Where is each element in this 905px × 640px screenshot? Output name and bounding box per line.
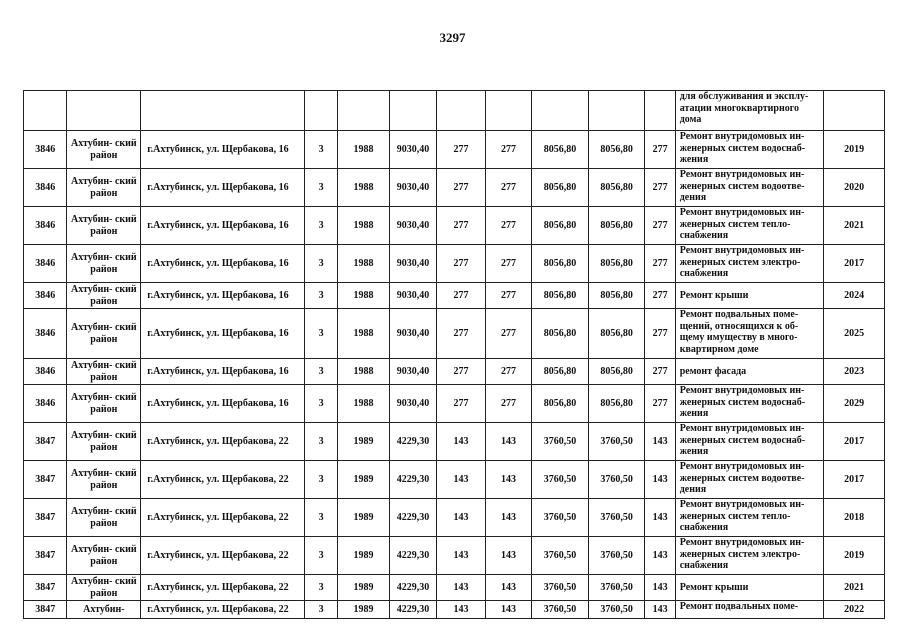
sum-cell: 3760,50 bbox=[588, 423, 645, 461]
sum-cell: 3760,50 bbox=[532, 537, 589, 575]
table-row bbox=[24, 309, 885, 359]
work-type-cell: ремонт фасада bbox=[675, 359, 824, 385]
sum-cell: 3760,50 bbox=[588, 575, 645, 601]
table-row bbox=[24, 499, 885, 537]
sum-cell: 8056,80 bbox=[588, 169, 645, 207]
count-cell: 277 bbox=[485, 131, 531, 169]
year-cell bbox=[338, 91, 390, 131]
district-cell: Ахтубин- bbox=[67, 601, 141, 619]
sum-cell: 3760,50 bbox=[532, 575, 589, 601]
page-number: 3297 bbox=[439, 30, 466, 45]
count-cell: 143 bbox=[645, 461, 675, 499]
area-cell bbox=[389, 91, 436, 131]
plan-year-cell: 2017 bbox=[824, 245, 885, 283]
work-type-cell: для обслуживания и эксплу- атации многоквартирного дома bbox=[675, 91, 824, 131]
sum-cell: 8056,80 bbox=[588, 385, 645, 423]
address-cell: г.Ахтубинск, ул. Щербакова, 16 bbox=[141, 131, 305, 169]
sum-cell: 3760,50 bbox=[532, 423, 589, 461]
district-cell: Ахтубин- ский район bbox=[67, 385, 141, 423]
sum-cell: 8056,80 bbox=[588, 245, 645, 283]
address-cell bbox=[141, 91, 305, 131]
count-cell: 143 bbox=[485, 499, 531, 537]
count-cell: 143 bbox=[437, 601, 486, 619]
sum-cell: 3760,50 bbox=[532, 601, 589, 619]
district-cell: Ахтубин- ский район bbox=[67, 283, 141, 309]
count-cell: 277 bbox=[485, 309, 531, 359]
year-cell: 1988 bbox=[338, 207, 390, 245]
count-cell: 277 bbox=[645, 245, 675, 283]
address-cell: г.Ахтубинск, ул. Щербакова, 22 bbox=[141, 575, 305, 601]
plan-year-cell: 2022 bbox=[824, 601, 885, 619]
area-cell: 9030,40 bbox=[389, 131, 436, 169]
sum-cell: 3760,50 bbox=[532, 461, 589, 499]
count-cell: 143 bbox=[645, 575, 675, 601]
table-row bbox=[24, 423, 885, 461]
count-cell: 143 bbox=[645, 601, 675, 619]
sum-cell: 8056,80 bbox=[532, 309, 589, 359]
year-cell: 1988 bbox=[338, 131, 390, 169]
area-cell: 9030,40 bbox=[389, 207, 436, 245]
district-cell: Ахтубин- ский район bbox=[67, 499, 141, 537]
floors-cell: 3 bbox=[304, 537, 337, 575]
address-cell: г.Ахтубинск, ул. Щербакова, 16 bbox=[141, 359, 305, 385]
table-row bbox=[24, 245, 885, 283]
year-cell: 1989 bbox=[338, 461, 390, 499]
work-type-cell: Ремонт подвальных поме- bbox=[675, 601, 824, 619]
house-id-cell: 3846 bbox=[24, 245, 67, 283]
address-cell: г.Ахтубинск, ул. Щербакова, 16 bbox=[141, 385, 305, 423]
floors-cell: 3 bbox=[304, 601, 337, 619]
floors-cell: 3 bbox=[304, 131, 337, 169]
house-id-cell: 3846 bbox=[24, 169, 67, 207]
district-cell: Ахтубин- ский район bbox=[67, 359, 141, 385]
floors-cell: 3 bbox=[304, 499, 337, 537]
count-cell: 277 bbox=[485, 385, 531, 423]
address-cell: г.Ахтубинск, ул. Щербакова, 16 bbox=[141, 283, 305, 309]
count-cell: 277 bbox=[485, 359, 531, 385]
count-cell: 277 bbox=[645, 359, 675, 385]
house-id-cell: 3846 bbox=[24, 207, 67, 245]
plan-year-cell bbox=[824, 91, 885, 131]
count-cell: 143 bbox=[437, 461, 486, 499]
area-cell: 4229,30 bbox=[389, 499, 436, 537]
sum-cell: 3760,50 bbox=[588, 499, 645, 537]
area-cell: 4229,30 bbox=[389, 461, 436, 499]
area-cell: 9030,40 bbox=[389, 283, 436, 309]
table-row bbox=[24, 359, 885, 385]
table-row bbox=[24, 283, 885, 309]
count-cell: 277 bbox=[485, 283, 531, 309]
house-id-cell: 3846 bbox=[24, 283, 67, 309]
area-cell: 9030,40 bbox=[389, 169, 436, 207]
plan-year-cell: 2023 bbox=[824, 359, 885, 385]
sum-cell: 3760,50 bbox=[532, 499, 589, 537]
count-cell: 143 bbox=[485, 423, 531, 461]
plan-year-cell: 2021 bbox=[824, 575, 885, 601]
area-cell: 4229,30 bbox=[389, 601, 436, 619]
floors-cell: 3 bbox=[304, 575, 337, 601]
house-id-cell: 3847 bbox=[24, 575, 67, 601]
floors-cell: 3 bbox=[304, 169, 337, 207]
address-cell: г.Ахтубинск, ул. Щербакова, 22 bbox=[141, 499, 305, 537]
year-cell: 1989 bbox=[338, 575, 390, 601]
count-cell: 277 bbox=[437, 169, 486, 207]
district-cell: Ахтубин- ский район bbox=[67, 245, 141, 283]
table-row bbox=[24, 131, 885, 169]
district-cell bbox=[67, 91, 141, 131]
district-cell: Ахтубин- ский район bbox=[67, 461, 141, 499]
count-cell: 143 bbox=[437, 575, 486, 601]
address-cell: г.Ахтубинск, ул. Щербакова, 22 bbox=[141, 461, 305, 499]
count-cell: 277 bbox=[645, 169, 675, 207]
sum-cell: 8056,80 bbox=[532, 169, 589, 207]
address-cell: г.Ахтубинск, ул. Щербакова, 16 bbox=[141, 169, 305, 207]
address-cell: г.Ахтубинск, ул. Щербакова, 22 bbox=[141, 537, 305, 575]
table-row bbox=[24, 207, 885, 245]
table-row bbox=[24, 601, 885, 619]
sum-cell: 8056,80 bbox=[588, 309, 645, 359]
area-cell: 4229,30 bbox=[389, 537, 436, 575]
work-type-cell: Ремонт внутридомовых ин- женерных систем водоснаб- жения bbox=[675, 385, 824, 423]
count-cell: 277 bbox=[645, 385, 675, 423]
count-cell: 277 bbox=[485, 207, 531, 245]
district-cell: Ахтубин- ский район bbox=[67, 423, 141, 461]
count-cell bbox=[645, 91, 675, 131]
sum-cell: 8056,80 bbox=[532, 245, 589, 283]
area-cell: 9030,40 bbox=[389, 359, 436, 385]
count-cell: 277 bbox=[437, 245, 486, 283]
house-id-cell: 3846 bbox=[24, 309, 67, 359]
plan-year-cell: 2019 bbox=[824, 131, 885, 169]
year-cell: 1988 bbox=[338, 245, 390, 283]
floors-cell: 3 bbox=[304, 461, 337, 499]
count-cell: 143 bbox=[485, 537, 531, 575]
count-cell: 277 bbox=[437, 283, 486, 309]
plan-year-cell: 2024 bbox=[824, 283, 885, 309]
count-cell: 143 bbox=[645, 423, 675, 461]
work-type-cell: Ремонт внутридомовых ин- женерных систем водоотве- дения bbox=[675, 169, 824, 207]
work-type-cell: Ремонт внутридомовых ин- женерных систем водоотве- дения bbox=[675, 461, 824, 499]
floors-cell: 3 bbox=[304, 207, 337, 245]
district-cell: Ахтубин- ский район bbox=[67, 309, 141, 359]
district-cell: Ахтубин- ский район bbox=[67, 169, 141, 207]
floors-cell bbox=[304, 91, 337, 131]
count-cell bbox=[485, 91, 531, 131]
count-cell: 277 bbox=[485, 169, 531, 207]
sum-cell: 3760,50 bbox=[588, 461, 645, 499]
plan-year-cell: 2018 bbox=[824, 499, 885, 537]
district-cell: Ахтубин- ский район bbox=[67, 575, 141, 601]
count-cell: 277 bbox=[645, 283, 675, 309]
year-cell: 1989 bbox=[338, 423, 390, 461]
table-row bbox=[24, 537, 885, 575]
address-cell: г.Ахтубинск, ул. Щербакова, 16 bbox=[141, 309, 305, 359]
count-cell: 277 bbox=[485, 245, 531, 283]
work-type-cell: Ремонт внутридомовых ин- женерных систем тепло- снабжения bbox=[675, 207, 824, 245]
plan-year-cell: 2020 bbox=[824, 169, 885, 207]
table-row bbox=[24, 169, 885, 207]
sum-cell: 8056,80 bbox=[532, 385, 589, 423]
work-type-cell: Ремонт внутридомовых ин- женерных систем водоснаб- жения bbox=[675, 423, 824, 461]
plan-year-cell: 2021 bbox=[824, 207, 885, 245]
table-row bbox=[24, 461, 885, 499]
count-cell: 277 bbox=[437, 309, 486, 359]
count-cell: 277 bbox=[645, 207, 675, 245]
area-cell: 9030,40 bbox=[389, 309, 436, 359]
sum-cell bbox=[532, 91, 589, 131]
table-row bbox=[24, 385, 885, 423]
house-id-cell: 3846 bbox=[24, 359, 67, 385]
work-type-cell: Ремонт подвальных поме- щений, относящихся к об- щему имуществу в много- квартирном доме bbox=[675, 309, 824, 359]
count-cell: 143 bbox=[437, 423, 486, 461]
area-cell: 9030,40 bbox=[389, 245, 436, 283]
house-id-cell: 3847 bbox=[24, 423, 67, 461]
floors-cell: 3 bbox=[304, 385, 337, 423]
year-cell: 1988 bbox=[338, 309, 390, 359]
count-cell: 277 bbox=[645, 131, 675, 169]
floors-cell: 3 bbox=[304, 359, 337, 385]
sum-cell: 8056,80 bbox=[532, 131, 589, 169]
plan-year-cell: 2017 bbox=[824, 461, 885, 499]
address-cell: г.Ахтубинск, ул. Щербакова, 16 bbox=[141, 207, 305, 245]
house-id-cell bbox=[24, 91, 67, 131]
count-cell bbox=[437, 91, 486, 131]
house-id-cell: 3847 bbox=[24, 499, 67, 537]
area-cell: 9030,40 bbox=[389, 385, 436, 423]
housing-repair-table bbox=[23, 90, 885, 619]
sum-cell: 8056,80 bbox=[532, 283, 589, 309]
count-cell: 277 bbox=[437, 359, 486, 385]
work-type-cell: Ремонт внутридомовых ин- женерных систем водоснаб- жения bbox=[675, 131, 824, 169]
year-cell: 1988 bbox=[338, 385, 390, 423]
year-cell: 1989 bbox=[338, 537, 390, 575]
area-cell: 4229,30 bbox=[389, 575, 436, 601]
house-id-cell: 3846 bbox=[24, 385, 67, 423]
work-type-cell: Ремонт внутридомовых ин- женерных систем электро- снабжения bbox=[675, 245, 824, 283]
floors-cell: 3 bbox=[304, 309, 337, 359]
count-cell: 277 bbox=[437, 385, 486, 423]
sum-cell: 8056,80 bbox=[588, 359, 645, 385]
plan-year-cell: 2025 bbox=[824, 309, 885, 359]
house-id-cell: 3847 bbox=[24, 537, 67, 575]
work-type-cell: Ремонт крыши bbox=[675, 283, 824, 309]
district-cell: Ахтубин- ский район bbox=[67, 207, 141, 245]
count-cell: 143 bbox=[485, 461, 531, 499]
sum-cell: 8056,80 bbox=[588, 207, 645, 245]
work-type-cell: Ремонт внутридомовых ин- женерных систем тепло- снабжения bbox=[675, 499, 824, 537]
floors-cell: 3 bbox=[304, 283, 337, 309]
house-id-cell: 3847 bbox=[24, 601, 67, 619]
sum-cell bbox=[588, 91, 645, 131]
house-id-cell: 3847 bbox=[24, 461, 67, 499]
area-cell: 4229,30 bbox=[389, 423, 436, 461]
count-cell: 143 bbox=[437, 499, 486, 537]
count-cell: 277 bbox=[437, 207, 486, 245]
sum-cell: 3760,50 bbox=[588, 537, 645, 575]
house-id-cell: 3846 bbox=[24, 131, 67, 169]
table-row bbox=[24, 91, 885, 131]
count-cell: 143 bbox=[645, 499, 675, 537]
year-cell: 1989 bbox=[338, 499, 390, 537]
district-cell: Ахтубин- ский район bbox=[67, 537, 141, 575]
plan-year-cell: 2017 bbox=[824, 423, 885, 461]
count-cell: 143 bbox=[437, 537, 486, 575]
year-cell: 1988 bbox=[338, 283, 390, 309]
count-cell: 143 bbox=[485, 575, 531, 601]
count-cell: 143 bbox=[485, 601, 531, 619]
sum-cell: 8056,80 bbox=[588, 131, 645, 169]
sum-cell: 8056,80 bbox=[532, 207, 589, 245]
sum-cell: 8056,80 bbox=[588, 283, 645, 309]
sum-cell: 8056,80 bbox=[532, 359, 589, 385]
sum-cell: 3760,50 bbox=[588, 601, 645, 619]
floors-cell: 3 bbox=[304, 423, 337, 461]
address-cell: г.Ахтубинск, ул. Щербакова, 16 bbox=[141, 245, 305, 283]
work-type-cell: Ремонт крыши bbox=[675, 575, 824, 601]
count-cell: 277 bbox=[645, 309, 675, 359]
plan-year-cell: 2029 bbox=[824, 385, 885, 423]
year-cell: 1988 bbox=[338, 359, 390, 385]
address-cell: г.Ахтубинск, ул. Щербакова, 22 bbox=[141, 423, 305, 461]
plan-year-cell: 2019 bbox=[824, 537, 885, 575]
count-cell: 277 bbox=[437, 131, 486, 169]
floors-cell: 3 bbox=[304, 245, 337, 283]
count-cell: 143 bbox=[645, 537, 675, 575]
table-row bbox=[24, 575, 885, 601]
address-cell: г.Ахтубинск, ул. Щербакова, 22 bbox=[141, 601, 305, 619]
district-cell: Ахтубин- ский район bbox=[67, 131, 141, 169]
work-type-cell: Ремонт внутридомовых ин- женерных систем электро- снабжения bbox=[675, 537, 824, 575]
year-cell: 1988 bbox=[338, 169, 390, 207]
year-cell: 1989 bbox=[338, 601, 390, 619]
